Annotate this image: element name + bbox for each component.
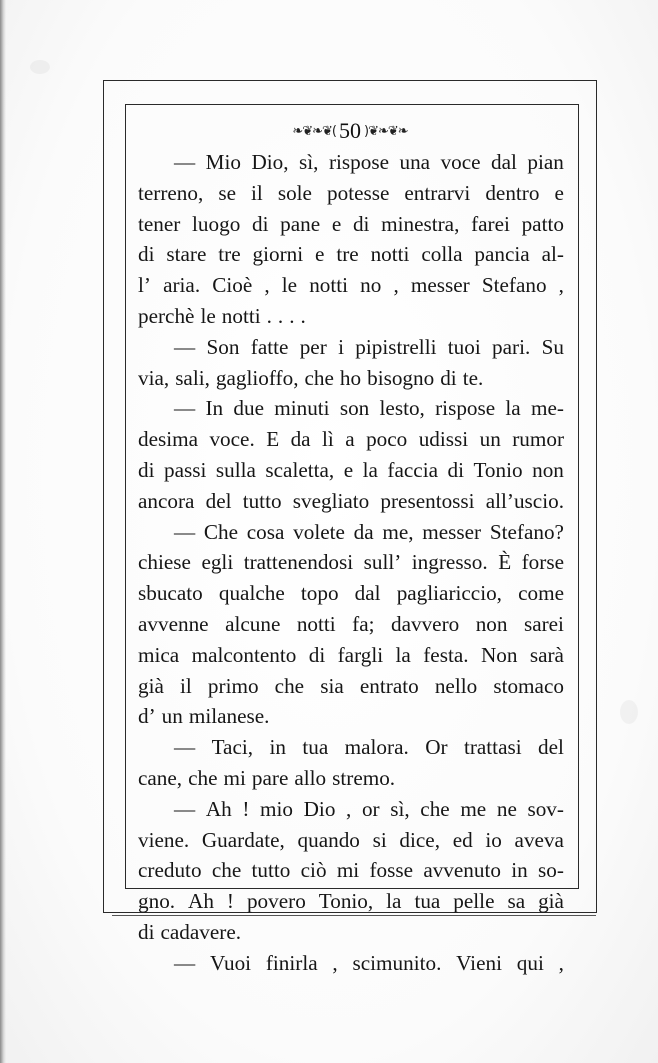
text-line [138,517,564,548]
text-word: le [281,273,298,298]
text-word: qualche [218,581,285,606]
text-word: lesto, [379,396,425,421]
page-number: 50 [339,118,361,143]
text-word: ancora [138,488,195,513]
text-word: voce. [209,427,255,452]
text-line [138,701,564,732]
text-word: milanese. [188,704,270,729]
text-word: fatte [250,334,289,359]
text-line [138,209,564,240]
text-word: sull’ [363,550,402,575]
text-word: trattasi [463,735,522,760]
text-word: i [338,334,344,359]
text-word: patto [521,211,564,236]
text-word: ne [496,796,517,821]
text-word: te. [462,365,484,390]
text-word: alcune [225,611,281,636]
text-word: terreno, [138,180,204,205]
text-word: egli [201,550,234,575]
text-word: stomaco [493,673,564,698]
text-word: pari. [492,334,531,359]
text-word: Vieni [456,950,502,975]
text-word: farei [471,211,510,236]
text-word: fosse [369,858,414,883]
text-word: , [346,796,352,821]
text-word: bisogno [367,365,435,390]
text-word: — [174,735,196,760]
text-line [138,763,564,794]
text-word: udissi [418,427,469,452]
text-word: da [290,427,311,452]
text-word: rumor [512,427,564,452]
text-word: ho [339,365,362,390]
text-word: notti [370,242,410,267]
text-word: e [331,211,342,236]
text-word: sov- [527,796,564,821]
text-word: via, [138,365,170,390]
text-word: allo [294,765,327,790]
text-word: il [251,180,263,205]
text-word: ! [226,889,234,914]
text-line [138,794,564,825]
text-line [138,178,564,209]
text-line [138,486,564,517]
text-word: aria. [163,273,201,298]
text-line [138,424,564,455]
text-word: che [420,796,450,821]
text-word: no [360,273,382,298]
text-word: pian [527,150,564,174]
header-ornament-left: ❧❦❧❦( [292,123,336,139]
text-word: so- [538,858,564,883]
text-line [138,239,564,270]
text-line [138,270,564,301]
text-word: stremo. [332,765,396,790]
text-word: del [538,735,564,760]
text-word: — [174,519,196,544]
text-word: come [518,581,564,606]
text-line [138,578,564,609]
text-word: di [447,457,464,482]
text-word: pelle [453,889,495,914]
text-word: gno. [138,889,176,914]
text-word: faccia [387,457,438,482]
text-word: in [269,735,286,760]
text-word: stare [166,242,207,267]
paper-stain [620,700,638,724]
text-word: di [138,242,155,267]
text-word: scimunito. [352,950,442,975]
text-word: che [188,765,218,790]
text-word: sa [507,889,526,914]
text-word: pancia [474,242,530,267]
text-line [138,363,564,394]
text-word: È [498,550,512,575]
text-word: di [138,919,155,944]
text-word: forse [521,550,564,575]
text-word: — [174,396,196,421]
text-word: mica [138,642,180,667]
text-line [138,917,564,948]
text-word: notti [221,303,261,328]
text-line [138,547,564,578]
text-word: gaglioffo, [215,365,299,390]
text-line [138,393,564,424]
text-word: presentossi [380,488,475,513]
text-word: avvenuto [423,858,501,883]
text-word: io [485,827,502,852]
text-word: — [174,150,196,174]
page-header [140,116,560,146]
text-word: me, [382,519,414,544]
text-word: la [386,889,402,914]
text-word: dentro [485,180,540,205]
text-word: tre [336,242,359,267]
text-word: me [460,796,487,821]
text-line [138,886,564,917]
text-word: cosa [246,519,285,544]
text-word: sarà [529,642,564,667]
text-word: — [174,950,196,975]
text-word: di [138,457,155,482]
text-word: due [233,396,264,421]
text-word: ed [452,827,473,852]
text-word: pane [280,211,321,236]
text-word: malora. [344,735,409,760]
text-word: dice, [399,827,440,852]
paper-stain [30,60,50,74]
text-word: entrarvi [404,180,471,205]
text-word: . [289,303,295,328]
text-word: di [352,211,370,236]
text-word: Non [480,642,518,667]
text-word: Ah [188,889,214,914]
text-word: cadavere. [160,919,242,944]
text-word: . [300,303,306,328]
text-word: Tonio [473,457,523,482]
text-word: festa. [423,642,469,667]
text-word: qui [516,950,544,975]
text-line [138,147,564,178]
text-word: poco [366,427,408,452]
text-word: che [211,858,242,883]
text-word: dal [491,150,517,174]
text-word: la [395,642,411,667]
text-word: tua [302,735,329,760]
text-word: primo [207,673,259,698]
text-word: il [180,673,192,698]
page-left-edge [0,0,6,1063]
text-word: da [353,519,374,544]
text-word: povero [246,889,306,914]
text-word: quando [297,827,360,852]
text-word: d’ [138,704,156,729]
text-word: sbucato [138,581,203,606]
text-word: aveva [514,827,564,852]
text-word: pagliariccio, [396,581,502,606]
text-word: davvero [390,611,460,636]
body-text [138,147,564,979]
text-word: già [138,673,164,698]
text-line [138,671,564,702]
text-word: Dio [303,796,336,821]
text-word: la [505,396,521,421]
text-line [138,640,564,671]
text-word: malcontento [191,642,297,667]
text-word: trattenendosi [243,550,354,575]
text-word: , [558,950,564,975]
text-word: viene. [138,827,190,852]
text-word: rispose [435,396,496,421]
text-word: fargli [337,642,384,667]
text-word: tua [414,889,441,914]
text-word: Cioè [212,273,253,298]
text-word: . [277,303,284,328]
text-word: fa; [352,611,375,636]
text-word: notti [309,273,349,298]
text-word: già [538,889,564,914]
text-word: se [218,180,236,205]
text-line [138,455,564,486]
text-word: Tonio, [318,889,374,914]
text-line [138,301,564,332]
text-word: luogo [192,211,241,236]
text-word: le [200,303,216,328]
text-word: Ah [205,796,232,821]
text-word: , [558,273,564,298]
text-word: sali, [175,365,210,390]
text-word: nello [434,673,478,698]
text-word: si [372,827,387,852]
text-word: di [308,642,326,667]
text-line [138,948,564,979]
text-word: e [343,457,354,482]
text-word: sarei [523,611,564,636]
text-word: — [174,334,196,359]
text-word: tuoi [447,334,481,359]
text-word: a [345,427,355,452]
text-word: che [304,365,334,390]
text-word: pipistrelli [355,334,437,359]
text-word: ciò [300,858,327,883]
text-word: Mio [205,150,241,174]
text-word: svegliato [292,488,370,513]
text-word: la [362,457,378,482]
text-word: , [332,950,338,975]
text-word: colla [421,242,463,267]
text-word: del [205,488,232,513]
text-word: non [532,457,564,482]
text-word: Taci, [211,735,254,760]
text-word: notti [296,611,336,636]
text-word: ingresso. [411,550,488,575]
text-word: perchè [138,303,195,328]
text-word: lì [322,427,334,452]
text-word: un [161,704,183,729]
text-word: creduto [138,858,202,883]
text-line [138,825,564,856]
text-word: al- [541,242,564,267]
text-word: giorni [252,242,304,267]
text-word: Or [425,735,448,760]
text-word: volete [293,519,345,544]
text-word: In [205,396,224,421]
text-word: rispose [328,150,389,174]
text-word: mi [336,858,360,883]
text-word: voce [440,150,481,174]
text-word: e [315,242,325,267]
text-word: dal [354,581,381,606]
text-word: Stefano? [489,519,564,544]
text-word: finirla [265,950,318,975]
text-word: me- [530,396,564,421]
text-word: son [339,396,370,421]
text-word: sì, [299,150,319,174]
text-line [138,609,564,640]
text-line [138,332,564,363]
text-word: sulla [215,457,256,482]
text-word: messer [410,273,470,298]
text-word: di [440,365,457,390]
text-word: all’uscio. [485,488,564,513]
text-word: cane, [138,765,183,790]
text-word: E [266,427,280,452]
text-word: entrato [359,673,419,698]
text-word: topo [300,581,339,606]
text-word: tutto [242,488,282,513]
text-word: Son [206,334,240,359]
text-word: potesse [327,180,390,205]
text-word: una [399,150,431,174]
text-word: messer [422,519,482,544]
text-word: pare [251,765,289,790]
text-word: tutto [251,858,291,883]
text-word: tener [138,211,181,236]
text-word: or [361,796,380,821]
text-word: avvenne [138,611,209,636]
text-word: sì, [390,796,410,821]
text-word: — [174,796,196,821]
text-word: in [511,858,528,883]
text-word: . [266,303,272,328]
text-line [138,855,564,886]
text-word: sia [320,673,344,698]
text-word: Che [203,519,239,544]
text-word: Vuoi [209,950,252,975]
text-word: e [554,180,564,205]
text-line [138,732,564,763]
text-word: chiese [138,550,191,575]
text-word: minestra, [381,211,460,236]
text-word: l’ [138,273,151,298]
text-word: Dio, [251,150,289,174]
text-word: , [393,273,399,298]
text-word: non [475,611,508,636]
text-word: di [252,211,269,236]
text-word: scaletta, [265,457,335,482]
text-word: Stefano [481,273,547,298]
text-word: un [479,427,501,452]
text-word: , [264,273,270,298]
text-word: Su [541,334,564,359]
text-word: mi [223,765,246,790]
text-word: sole [277,180,312,205]
text-word: tre [218,242,241,267]
text-word: per [299,334,327,359]
text-word: passi [163,457,207,482]
text-word: mio [260,796,293,821]
text-word: minuti [274,396,330,421]
text-word: che [274,673,305,698]
text-word: desima [138,427,199,452]
text-word: ! [242,796,250,821]
text-word: Guardate, [201,827,285,852]
header-ornament-right: )❦❧❦❧ [364,123,408,139]
